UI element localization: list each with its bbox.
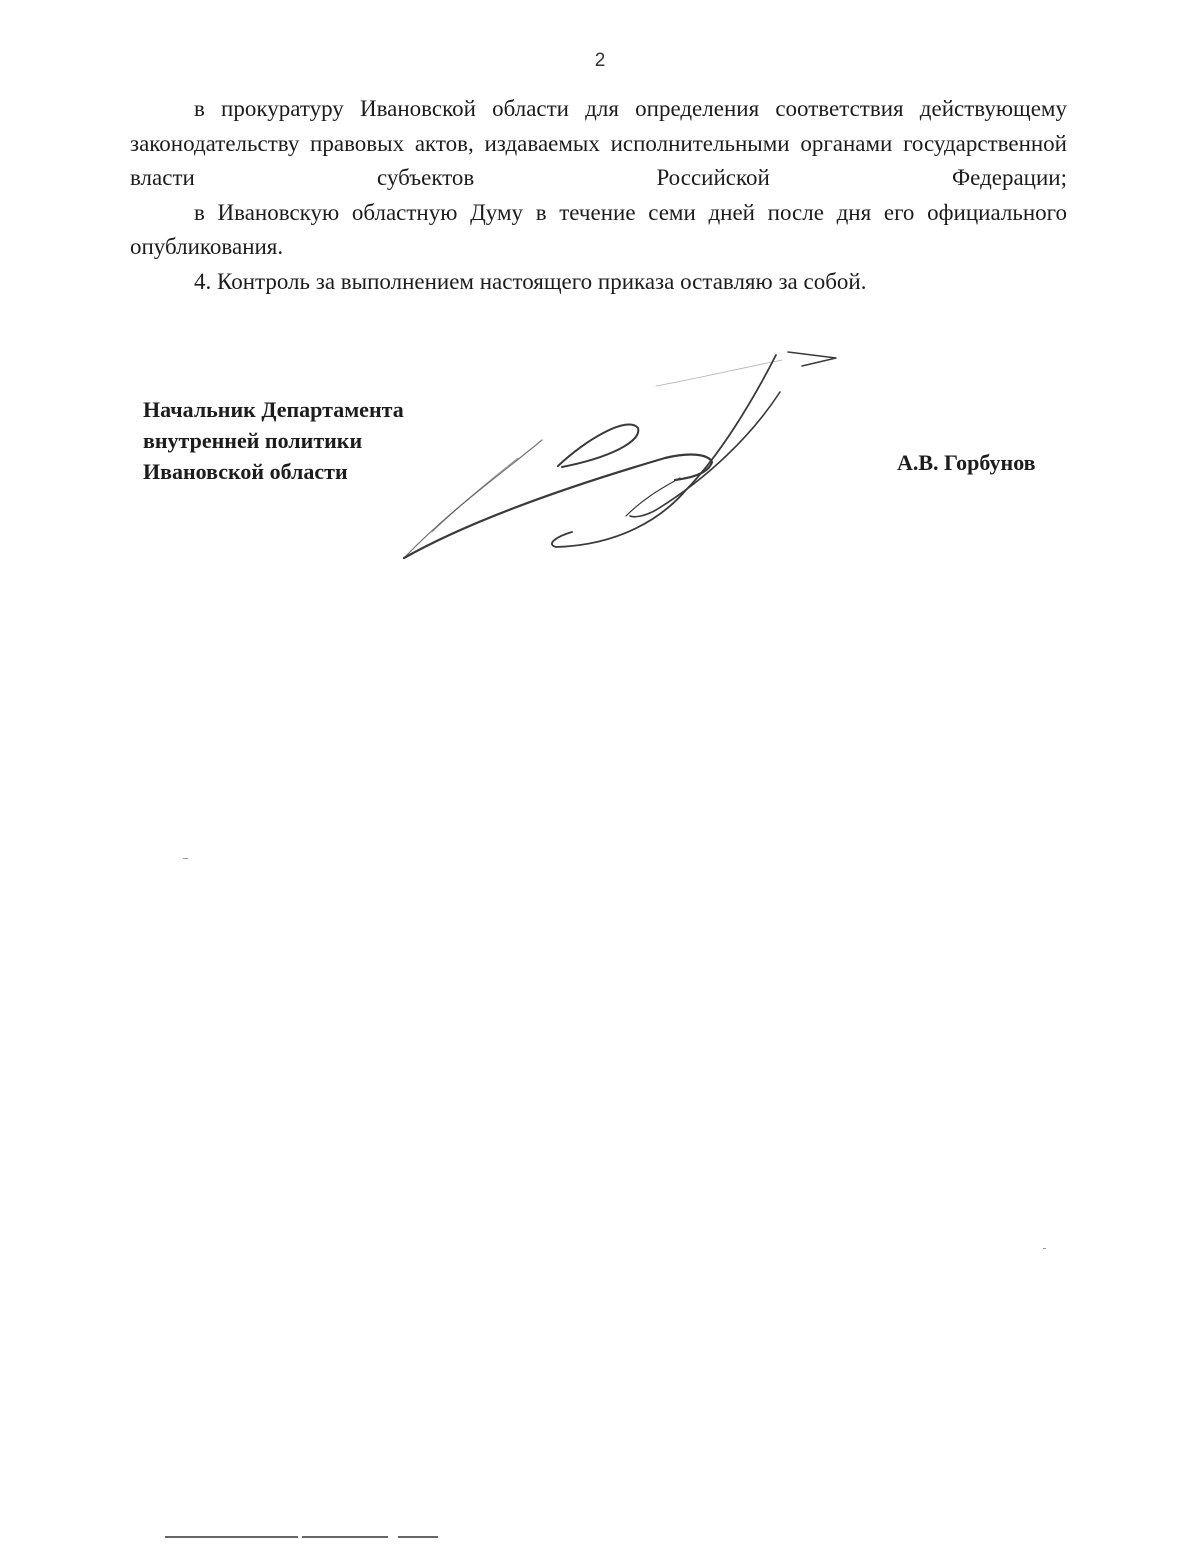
signatory-name: А.В. Горбунов — [897, 450, 1036, 475]
position-line: внутренней политики — [143, 428, 363, 453]
footer-rule — [302, 1536, 388, 1538]
scan-speck — [1043, 1248, 1046, 1249]
footer-rule — [398, 1536, 438, 1538]
paragraph-prosecutor: в прокуратуру Ивановской области для определения соответствия действующему законодательству правовых актов, издаваемых исполнительными органами государственной власти субъектов Российской Федерации; — [130, 96, 1067, 190]
position-line: Ивановской области — [143, 459, 348, 484]
document-body — [130, 92, 1067, 299]
page-number: 2 — [594, 50, 606, 71]
paragraph-duma: в Ивановскую областную Думу в течение семи дней после дня его официального опубликования. — [130, 199, 1067, 259]
handwritten-signature — [390, 340, 850, 570]
signatory-position — [143, 394, 404, 487]
paragraph-control: 4. Контроль за выполнением настоящего приказа оставляю за собой. — [194, 268, 867, 294]
footer-rule — [165, 1536, 298, 1538]
position-line: Начальник Департамента — [143, 397, 404, 422]
scan-speck — [183, 858, 188, 859]
